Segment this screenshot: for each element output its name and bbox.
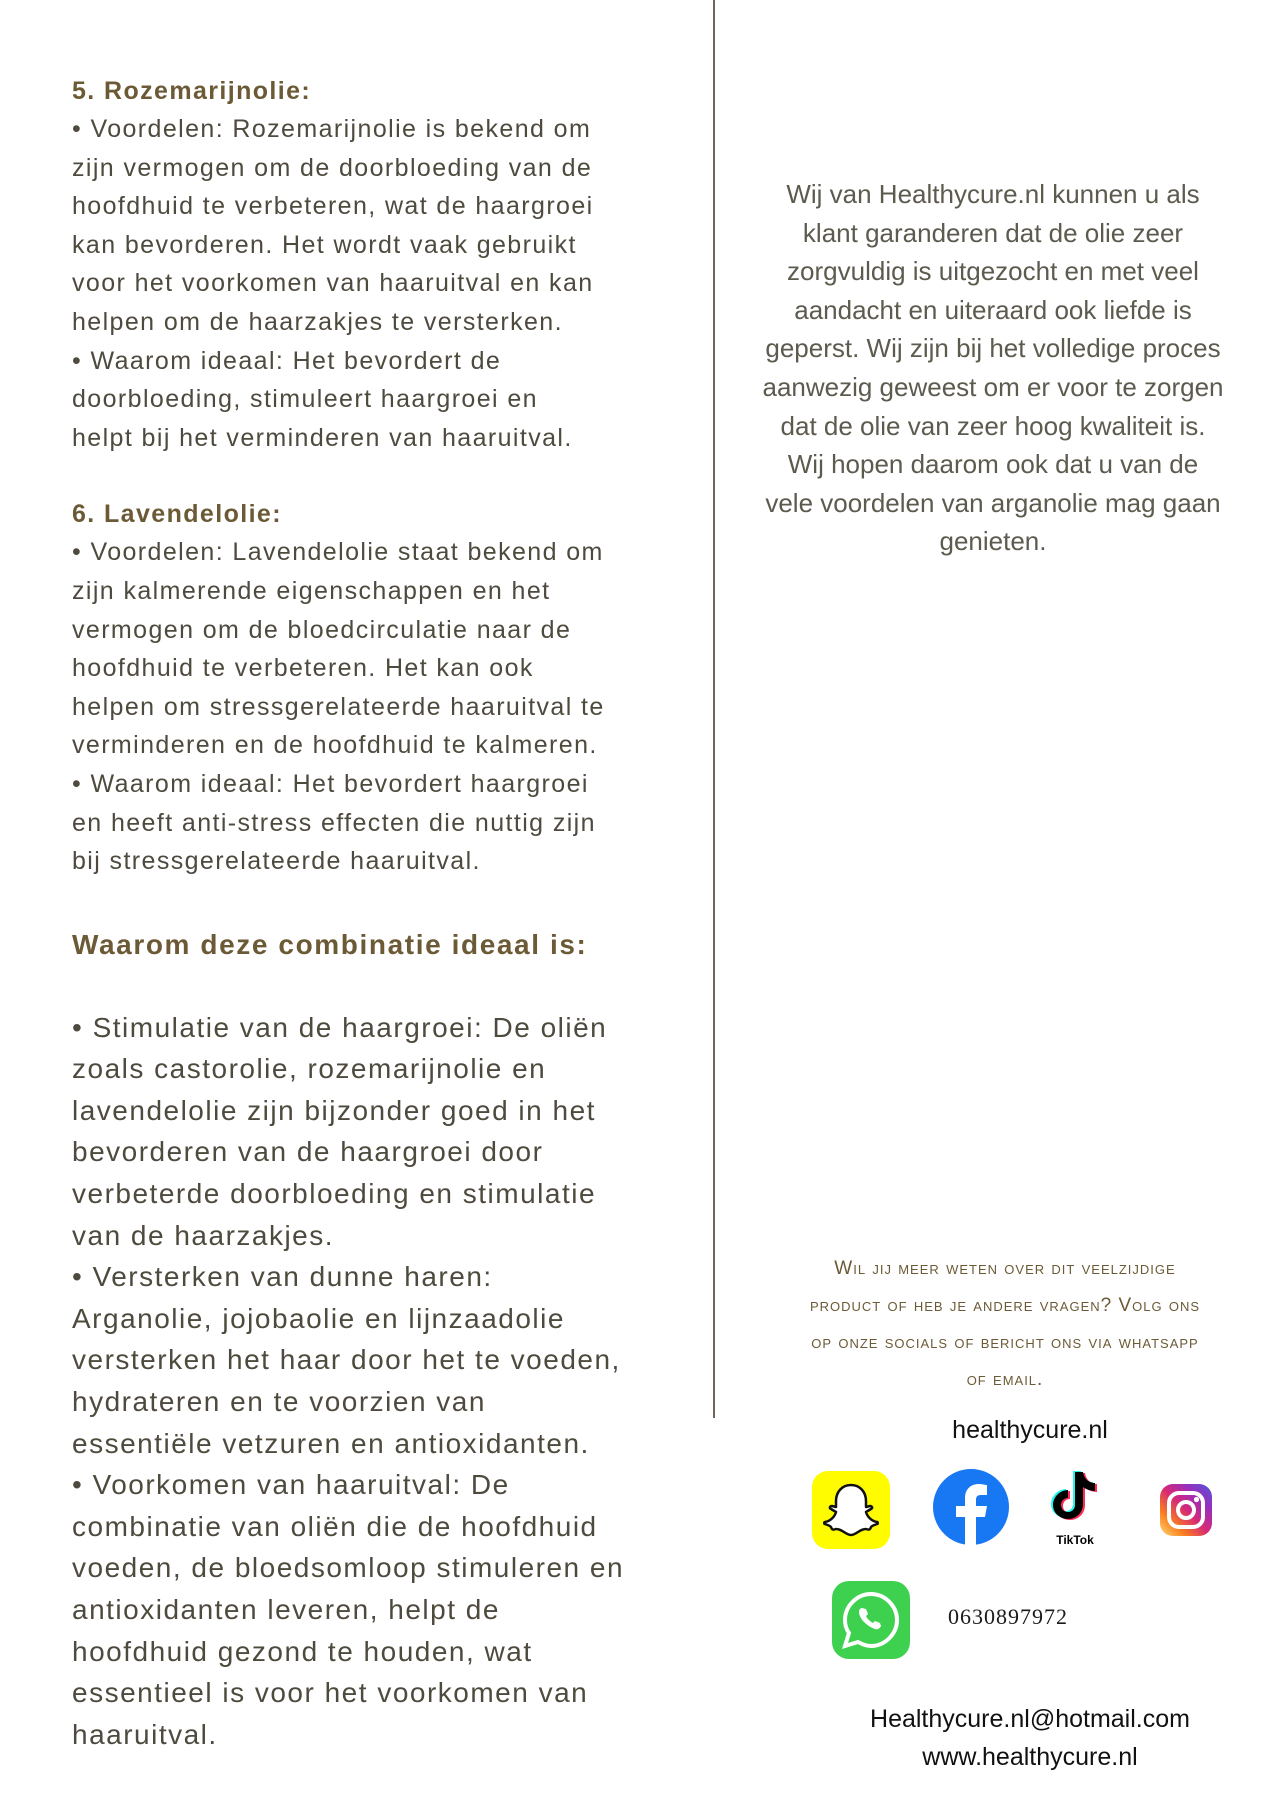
guarantee-line: Wij van Healthycure.nl kunnen u als (786, 179, 1200, 209)
body-line: vermogen om de bloedcirculatie naar de (72, 615, 572, 644)
body-line: hoofdhuid te verbeteren. Het kan ook (72, 654, 534, 683)
section-body-combinatie (72, 1007, 652, 1756)
guarantee-line: zorgvuldig is uitgezocht en met veel (787, 256, 1199, 287)
body-line: essentieel is voor het voorkomen van (72, 1677, 589, 1709)
snapchat-icon[interactable] (812, 1471, 890, 1549)
guarantee-text (748, 175, 1238, 561)
body-line: Arganolie, jojobaolie en lijnzaadolie (72, 1302, 565, 1334)
body-line: hoofdhuid te verbeteren, wat de haargroei (72, 192, 594, 221)
section-title-combinatie: Waarom deze combinatie ideaal is: (72, 928, 588, 960)
body-line: verminderen en de hoofdhuid te kalmeren. (72, 731, 598, 760)
body-line: zijn vermogen om de doorbloeding van de (72, 153, 593, 182)
guarantee-line: klant garanderen dat de olie zeer (802, 217, 1184, 248)
contact-call-to-action (755, 1250, 1255, 1398)
guarantee-line: geperst. Wij zijn bij het volledige proces (765, 333, 1221, 364)
body-line: zoals castorolie, rozemarijnolie en (72, 1053, 547, 1085)
body-line: combinatie van oliën die de hoofdhuid (72, 1510, 598, 1542)
instagram-icon[interactable] (1160, 1484, 1212, 1536)
guarantee-line: dat de olie van zeer hoog kwaliteit is. (780, 410, 1206, 441)
body-line: bij stressgerelateerde haaruitval. (72, 847, 481, 876)
body-line: van de haarzakjes. (72, 1219, 335, 1251)
body-line: haaruitval. (72, 1718, 218, 1750)
body-line: antioxidanten leveren, helpt de (72, 1594, 500, 1625)
guarantee-line: aanwezig geweest om er voor te zorgen (762, 371, 1224, 402)
body-line: voeden, de bloedsomloop stimuleren en (72, 1552, 625, 1584)
tiktok-icon[interactable] (1035, 1466, 1115, 1548)
body-line: doorbloeding, stimuleert haargroei en (72, 385, 538, 414)
guarantee-line: genieten. (939, 526, 1047, 557)
facebook-icon[interactable] (933, 1469, 1009, 1545)
whatsapp-icon[interactable] (832, 1581, 910, 1659)
body-line: en heeft anti-stress effecten die nuttig zijn (72, 808, 596, 837)
body-line: voor het voorkomen van haaruitval en kan (72, 269, 594, 298)
website-url[interactable]: www.healthycure.nl (922, 1743, 1138, 1771)
body-line: • Voordelen: Lavendelolie staat bekend om (72, 538, 604, 567)
body-line: • Waarom ideaal: Het bevordert de (72, 346, 502, 375)
guarantee-line: vele voordelen van arganolie mag gaan (765, 487, 1221, 518)
cta-line: of email. (966, 1369, 1044, 1390)
website-label[interactable]: healthycure.nl (952, 1416, 1108, 1444)
column-divider (713, 0, 715, 1418)
body-line: • Stimulatie van de haargroei: De oliën (72, 1011, 608, 1043)
left-column (72, 72, 652, 1755)
section-title-lavendelolie: 6. Lavendelolie: (72, 500, 282, 529)
body-line: • Voordelen: Rozemarijnolie is bekend om (72, 115, 592, 143)
body-line: helpt bij het verminderen van haaruitval. (72, 423, 573, 452)
body-line: zijn kalmerende eigenschappen en het (72, 576, 551, 605)
body-line: • Waarom ideaal: Het bevordert haargroei (72, 769, 589, 798)
body-line: hoofdhuid gezond te houden, wat (72, 1635, 533, 1667)
cta-line: op onze socials of bericht ons via whatsapp (811, 1332, 1199, 1353)
guarantee-line: aandacht en uiteraard ook liefde is (794, 294, 1192, 325)
body-line: verbeterde doorbloeding en stimulatie (72, 1178, 597, 1210)
email-address[interactable]: Healthycure.nl@hotmail.com (870, 1705, 1190, 1733)
body-line: hydrateren en te voorzien van (72, 1386, 486, 1418)
body-line: essentiële vetzuren en antioxidanten. (72, 1427, 590, 1459)
body-line: • Versterken van dunne haren: (72, 1261, 493, 1293)
body-line: bevorderen van de haargroei door (72, 1136, 544, 1168)
phone-number[interactable]: 0630897972 (948, 1604, 1068, 1629)
section-body-rozemarijnolie (72, 110, 652, 457)
guarantee-line: Wij hopen daarom ook dat u van de (787, 449, 1199, 480)
body-line: • Voorkomen van haaruitval: De (72, 1469, 510, 1501)
section-title-rozemarijnolie: 5. Rozemarijnolie: (72, 77, 312, 105)
cta-line: product of heb je andere vragen? Volg ons (809, 1295, 1201, 1316)
cta-line: Wil jij meer weten over dit veelzijdige (834, 1258, 1176, 1279)
body-line: lavendelolie zijn bijzonder goed in het (72, 1094, 596, 1126)
body-line: versterken het haar door het te voeden, (72, 1344, 621, 1376)
section-body-lavendelolie (72, 533, 652, 880)
body-line: helpen om stressgerelateerde haaruitval te (72, 692, 605, 721)
body-line: kan bevorderen. Het wordt vaak gebruikt (72, 230, 577, 259)
body-line: helpen om de haarzakjes te versterken. (72, 307, 563, 336)
tiktok-label: TikTok (1056, 1533, 1094, 1547)
